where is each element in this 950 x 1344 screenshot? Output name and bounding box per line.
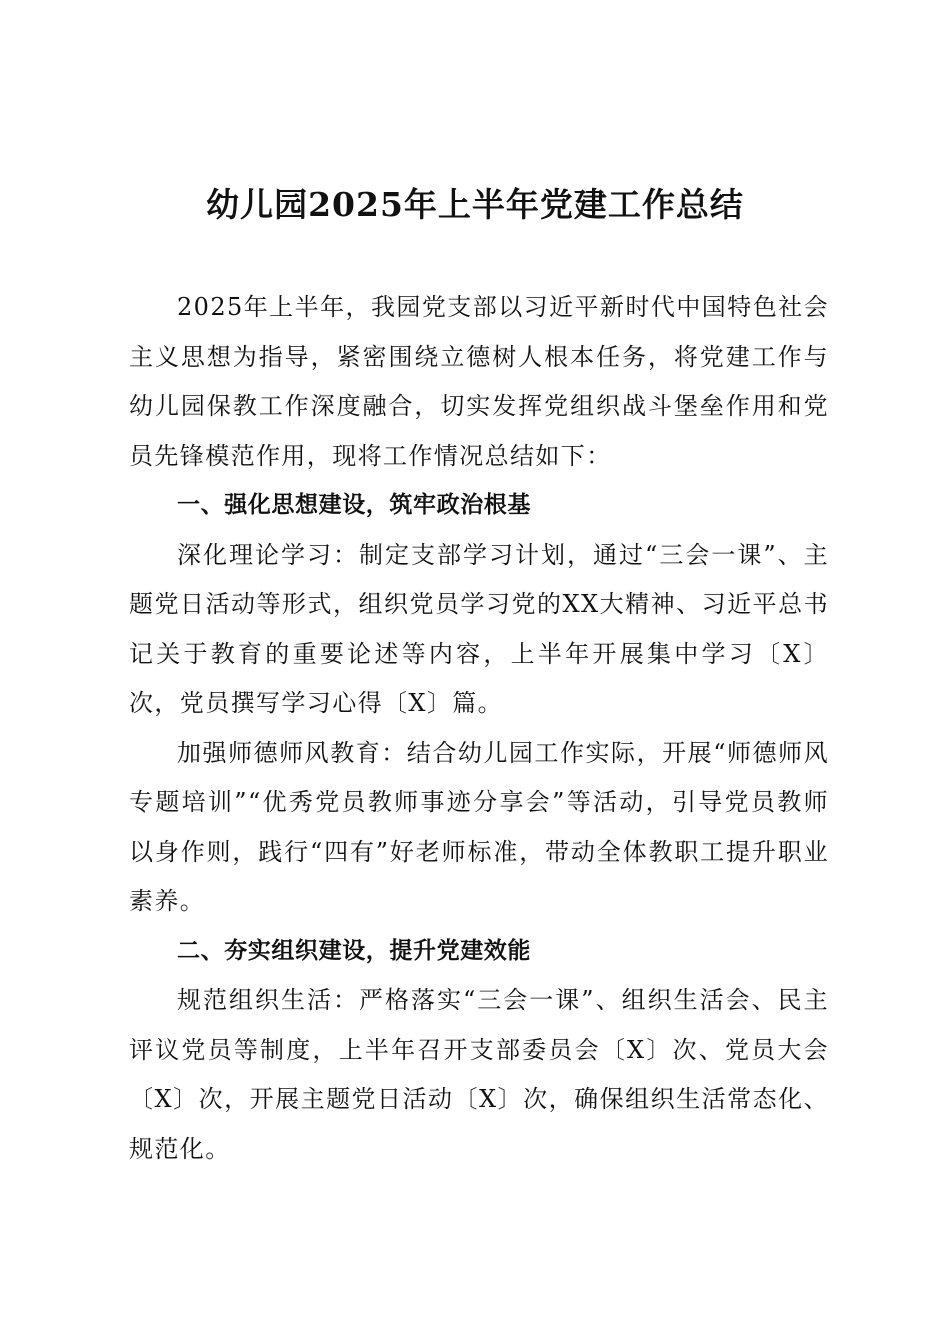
section-1-heading: 一、强化思想建设，筑牢政治根基 (177, 492, 531, 518)
document-body (129, 283, 829, 1174)
section-1-paragraph-1: 深化理论学习：制定支部学习计划，通过“三会一课”、主题党日活动等形式，组织党员学习党的XX大精神、习近平总书记关于教育的重要论述等内容，上半年开展集中学习〔X〕次，党员撰写学习心得〔X〕篇。 (129, 540, 829, 717)
section-2-heading: 二、夯实组织建设，提升党建效能 (177, 937, 531, 964)
document-title: 幼儿园2025年上半年党建工作总结 (206, 185, 744, 224)
section-2-paragraph-1: 规范组织生活：严格落实“三会一课”、组织生活会、民主评议党员等制度，上半年召开支部委员会〔X〕次、党员大会〔X〕次，开展主题党日活动〔X〕次，确保组织生活常态化、规范化。 (129, 986, 829, 1163)
section-1-paragraph-2: 加强师德师风教育：结合幼儿园工作实际，开展“师德师风专题培训”“优秀党员教师事迹分享会”等活动，引导党员教师以身作则，践行“四有”好老师标准，带动全体教职工提升职业素养。 (129, 738, 829, 915)
intro-paragraph: 2025年上半年，我园党支部以习近平新时代中国特色社会主义思想为指导，紧密围绕立德树人根本任务，将党建工作与幼儿园保教工作深度融合，切实发挥党组织战斗堡垒作用和党员先锋模范作用，现将工作情况总结如下： (129, 293, 829, 470)
